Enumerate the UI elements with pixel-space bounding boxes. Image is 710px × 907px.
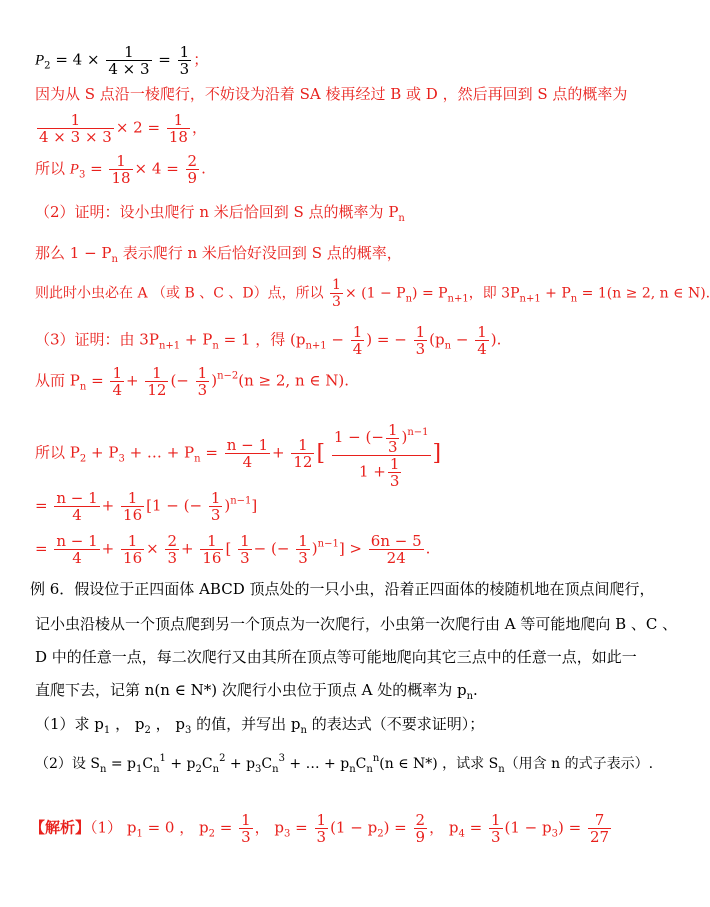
denominator: 3	[316, 828, 327, 846]
text: 直爬下去，记第 n(n ∈ N*) 次爬行小虫位于顶点 A 处的概率为 p	[35, 681, 467, 699]
text: −	[326, 330, 344, 349]
sub: n	[153, 764, 160, 775]
fraction	[54, 533, 99, 566]
fraction	[121, 490, 144, 523]
numerator: 1	[387, 420, 398, 439]
numerator: 1	[291, 437, 314, 454]
sup: 1	[159, 753, 166, 764]
fraction	[386, 422, 400, 455]
eq-line	[35, 533, 642, 566]
text: （1） p	[90, 818, 137, 837]
text: [	[316, 440, 326, 466]
var-p: P	[69, 161, 79, 178]
fraction	[296, 533, 310, 566]
sub: 3	[551, 828, 558, 840]
numerator: 1	[145, 365, 168, 382]
denominator: 18	[111, 169, 131, 187]
denominator: 3	[167, 549, 178, 567]
denominator: 27	[589, 828, 610, 846]
fraction	[54, 490, 99, 523]
eq-line	[35, 324, 642, 357]
denominator: 3	[298, 549, 308, 567]
eq-pn	[35, 365, 642, 398]
numerator: 1	[112, 364, 122, 382]
fraction	[165, 533, 179, 566]
denominator: 16	[202, 549, 222, 567]
example-line	[35, 679, 642, 702]
fraction	[145, 365, 168, 398]
solution-line	[30, 812, 642, 845]
fraction	[196, 365, 210, 398]
numerator: 1	[477, 323, 487, 341]
text: 因为从 S 点沿一棱爬行，不妨设为沿着 SA 棱再经过 B 或 D ，然后再回到 S 点的概率为	[35, 85, 628, 103]
sub: 3	[184, 725, 192, 736]
denominator: 4	[72, 506, 82, 524]
denominator: 9	[187, 169, 198, 187]
text: 的值，并写出 p	[191, 715, 301, 733]
var-p: P	[35, 52, 45, 69]
text-line	[35, 201, 642, 224]
text: × (1 − P	[344, 285, 406, 302]
sub: n	[366, 764, 373, 775]
numerator: 1	[352, 323, 363, 341]
text: （2）证明：设小虫爬行 n 米后恰回到 S 点的概率为 P	[35, 203, 399, 221]
text: )	[224, 496, 231, 515]
text: (1 − p	[504, 818, 552, 837]
numerator: n − 1	[56, 532, 98, 550]
numerator: 1	[121, 490, 144, 507]
text: ) =	[383, 818, 407, 837]
text: )	[211, 371, 218, 390]
sub: 2	[144, 725, 151, 736]
numerator: n − 1	[226, 435, 269, 454]
sub: 3	[284, 828, 291, 840]
text: × 4 =	[134, 159, 179, 178]
sup: n−2	[217, 370, 239, 382]
numerator: 1	[415, 323, 426, 341]
text: = 1(n ≥ 2, n ∈ N).	[577, 285, 710, 302]
fraction	[225, 437, 270, 470]
sub: n+1	[158, 340, 181, 352]
denominator: 3	[241, 828, 251, 846]
fraction	[109, 153, 132, 186]
example-line	[30, 578, 655, 599]
numerator: 2	[187, 152, 198, 170]
example-line	[35, 613, 678, 634]
text: C	[261, 756, 273, 772]
sub: n	[300, 725, 307, 736]
sub: n	[99, 764, 107, 775]
text: [1 − (−	[146, 496, 203, 515]
sub: 2	[79, 453, 87, 465]
compound-fraction	[332, 418, 431, 489]
denominator: 3	[389, 471, 400, 490]
denominator: 3	[179, 60, 190, 78]
text: × 2 =	[115, 118, 161, 137]
denominator: 4 × 3 × 3	[39, 128, 112, 146]
question-1	[35, 713, 642, 736]
sub: n	[444, 340, 452, 352]
denominator: 18	[168, 128, 188, 146]
numerator: 1	[332, 277, 341, 293]
numerator: 1	[197, 364, 208, 382]
numerator: 2	[167, 532, 178, 550]
text: （2）设 S	[35, 756, 100, 772]
text: = 1 ，得 (p	[218, 330, 306, 349]
text-line	[35, 242, 642, 265]
sub: n	[212, 340, 219, 352]
text: ) =	[558, 818, 582, 837]
text: (n ≥ 2, n ∈ N).	[238, 371, 349, 390]
denominator: 3	[387, 437, 398, 456]
eq-line	[35, 490, 642, 523]
denominator: 3	[210, 506, 221, 524]
text: （3）证明：由 3P	[35, 330, 159, 349]
numerator: 1	[37, 112, 114, 129]
sub: 2	[44, 60, 51, 72]
eq-sum	[35, 418, 642, 489]
text: =	[214, 818, 233, 837]
sub: n+1	[305, 340, 327, 352]
text: − (−	[253, 539, 290, 558]
text: =	[290, 818, 308, 837]
denominator: 4	[242, 452, 253, 471]
text: 那么 1 − P	[35, 244, 112, 262]
denominator: 4	[352, 340, 363, 358]
text: ， p	[150, 715, 185, 733]
denominator: 12	[147, 381, 167, 399]
sub: n	[194, 453, 201, 465]
numerator: 1	[490, 811, 501, 829]
fraction	[209, 490, 223, 523]
text: =	[153, 50, 171, 69]
text: ]	[251, 496, 258, 515]
text: )	[311, 539, 318, 558]
question-2	[35, 753, 654, 775]
numerator: 1	[179, 43, 190, 61]
text: [	[225, 539, 232, 558]
sup: n−1	[407, 427, 429, 438]
fraction	[121, 533, 144, 566]
text: 记小虫沿棱从一个顶点爬到另一个顶点为一次爬行，小虫第一次爬行由 A 等可能地爬向 B 、C 、	[35, 615, 678, 633]
numerator: 7	[588, 812, 611, 829]
text: + P	[540, 285, 571, 302]
text: =	[200, 443, 218, 462]
text: + p	[165, 756, 196, 772]
denominator: 24	[386, 549, 406, 567]
sub: 2	[195, 764, 202, 775]
fraction	[37, 112, 114, 145]
fraction	[351, 324, 365, 357]
fraction	[369, 533, 424, 566]
sub: n	[79, 381, 87, 393]
sup: 3	[278, 753, 285, 764]
numerator: 1	[106, 44, 151, 61]
fraction	[200, 533, 223, 566]
text: +	[181, 539, 194, 558]
text: .	[201, 159, 206, 178]
fraction	[315, 812, 329, 845]
text: +	[272, 443, 285, 462]
text: ) = −	[366, 330, 407, 349]
text: (p	[429, 330, 445, 349]
numerator: 1	[298, 532, 308, 550]
text: =	[35, 496, 48, 515]
sub: 2	[208, 828, 215, 840]
numerator: 1	[389, 454, 400, 473]
fraction	[414, 812, 428, 845]
text: 1 − (−	[333, 428, 384, 446]
eq-line	[35, 112, 642, 145]
numerator: 1	[316, 811, 327, 829]
numerator: 1	[109, 153, 132, 170]
sub: n	[405, 293, 413, 305]
text: + … + p	[284, 756, 350, 772]
numerator: 1	[241, 811, 251, 829]
sub: n	[272, 764, 279, 775]
sub: n+1	[519, 293, 541, 305]
fraction	[106, 44, 151, 77]
numerator: 6n − 5	[370, 532, 422, 550]
text: 所以	[35, 159, 70, 178]
fraction	[178, 44, 192, 77]
sup: 2	[219, 753, 226, 764]
text: C	[142, 756, 154, 772]
text: 则此时小虫必在 A （或 B 、C 、D）点，所以	[35, 285, 324, 302]
text: ，	[191, 118, 207, 137]
fraction	[588, 812, 611, 845]
fraction	[388, 456, 402, 489]
fraction	[291, 437, 314, 470]
eq-p3	[35, 153, 642, 186]
fraction	[110, 365, 124, 398]
eq-p2	[35, 44, 642, 77]
text: =	[85, 159, 103, 178]
denominator: 4	[477, 340, 487, 358]
text: ) = P	[412, 285, 448, 302]
numerator: 2	[415, 811, 426, 829]
text: .	[473, 681, 478, 699]
text: = 4 ×	[50, 50, 100, 69]
text: （用含 n 的式子表示）.	[504, 756, 654, 772]
sub: 1	[136, 828, 143, 840]
sub: n	[349, 764, 356, 775]
fraction	[489, 812, 503, 845]
sub: n	[570, 293, 578, 305]
text: ， p	[110, 715, 145, 733]
text: )	[401, 428, 408, 446]
sub: n	[466, 691, 474, 702]
text: +	[126, 371, 139, 390]
text: =	[35, 539, 48, 558]
fraction	[239, 812, 253, 845]
denominator: 4	[72, 549, 82, 567]
denominator	[332, 456, 431, 489]
text: −	[451, 330, 469, 349]
text: +	[101, 496, 115, 515]
text: ×	[146, 539, 159, 558]
denominator: 3	[415, 340, 426, 358]
text: (−	[170, 371, 189, 390]
numerator: 1	[200, 533, 223, 550]
text: D 中的任意一点，每二次爬行又由其所在顶点等可能地爬向其它三点中的任意一点，如此一	[35, 648, 637, 666]
denominator: 4	[112, 381, 122, 399]
text: （1）求 p	[35, 715, 104, 733]
text: ；	[193, 50, 209, 69]
text: ] >	[338, 539, 363, 558]
fraction	[167, 112, 190, 145]
text: 所以 P	[35, 443, 80, 462]
sub: 3	[118, 453, 125, 465]
text: ]	[432, 440, 442, 466]
text: = p	[106, 756, 136, 772]
numerator: 1	[210, 489, 221, 507]
sub: n	[111, 254, 118, 265]
sub: 3	[78, 169, 86, 181]
denominator: 4 × 3	[108, 60, 150, 78]
fraction	[186, 153, 200, 186]
sub: 1	[136, 764, 143, 775]
text: + p	[225, 756, 256, 772]
denominator: 16	[123, 549, 143, 567]
text: =	[86, 371, 104, 390]
fraction	[475, 324, 489, 357]
numerator: 1	[121, 533, 144, 550]
text: +	[101, 539, 115, 558]
text: 例 6．假设位于正四面体 ABCD 顶点处的一只小虫，沿着正四面体的棱随机地在顶点间爬行，	[30, 580, 655, 598]
text: ， p	[254, 818, 285, 837]
sub: 1	[103, 725, 111, 736]
text: 1 +	[358, 462, 386, 480]
sub: n	[498, 764, 505, 775]
denominator: 16	[123, 506, 143, 524]
text: ).	[490, 330, 502, 349]
text: =	[464, 818, 483, 837]
sub: 4	[458, 828, 465, 840]
example-line	[35, 646, 642, 667]
text: ， p	[429, 818, 459, 837]
denominator: 12	[293, 452, 313, 471]
numerator: n − 1	[56, 489, 98, 507]
text: (1 − p	[330, 818, 378, 837]
sup: n−1	[230, 495, 252, 507]
text: 表示爬行 n 米后恰好没回到 S 点的概率，	[117, 244, 402, 262]
numerator: 1	[167, 112, 190, 129]
sup: n−1	[317, 538, 339, 550]
text: ，即 3P	[468, 285, 520, 302]
text: 的表达式（不要求证明）；	[306, 715, 485, 733]
denominator: 3	[197, 381, 208, 399]
text: .	[425, 539, 431, 558]
fraction	[414, 324, 428, 357]
denominator: 3	[332, 294, 341, 310]
denominator: 3	[490, 828, 501, 846]
text: + P	[180, 330, 213, 349]
denominator: 3	[240, 549, 250, 567]
sub: n+1	[447, 293, 469, 305]
sub: n	[212, 764, 220, 775]
sup: n	[372, 753, 380, 764]
fraction	[330, 277, 343, 310]
text: 从而 P	[35, 371, 80, 390]
numerator	[332, 418, 431, 456]
sub: 2	[377, 828, 384, 840]
sub: n	[398, 213, 405, 224]
text: C	[355, 756, 367, 772]
text: + … + P	[124, 443, 195, 462]
text: C	[201, 756, 213, 772]
numerator: 1	[240, 532, 250, 550]
text: + P	[86, 443, 119, 462]
text-line	[35, 83, 642, 104]
text: (n ∈ N*) ，试求 S	[379, 756, 499, 772]
denominator: 9	[415, 828, 426, 846]
sub: 3	[255, 764, 262, 775]
solution-heading: 【解析】	[30, 818, 91, 837]
fraction	[238, 533, 252, 566]
text: = 0 ， p	[142, 818, 209, 837]
